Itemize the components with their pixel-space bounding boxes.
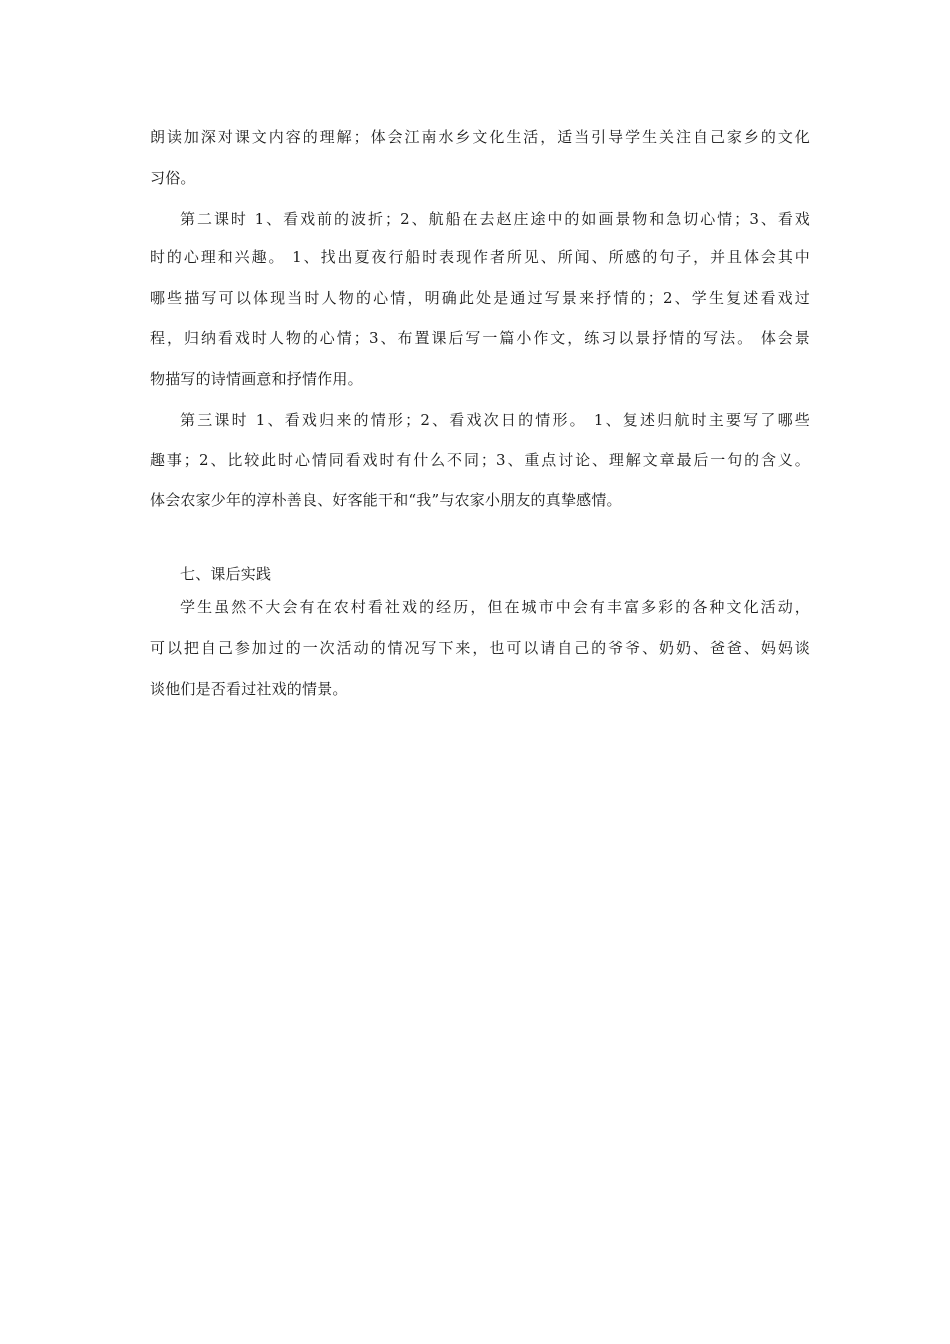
paragraph-1-line-2: 习俗。 <box>150 169 196 187</box>
section-7-line-1: 学生虽然不大会有在农村看社戏的经历，但在城市中会有丰富多彩的各种文化活动， <box>180 598 810 616</box>
section-7-line-2: 可以把自己参加过的一次活动的情况写下来，也可以请自己的爷爷、奶奶、爸爸、妈妈谈 <box>150 639 810 657</box>
section-7-heading: 七、课后实践 <box>180 565 272 583</box>
paragraph-3-line-1: 第三课时 1、看戏归来的情形；2、看戏次日的情形。 1、复述归航时主要写了哪些 <box>180 411 810 429</box>
paragraph-2-line-4: 程，归纳看戏时人物的心情；3、布置课后写一篇小作文，练习以景抒情的写法。 体会景 <box>150 329 810 347</box>
paragraph-3-line-3: 体会农家少年的淳朴善良、好客能干和“我”与农家小朋友的真挚感情。 <box>150 491 622 509</box>
section-7-line-3: 谈他们是否看过社戏的情景。 <box>150 680 348 698</box>
paragraph-1-line-1: 朗读加深对课文内容的理解；体会江南水乡文化生活，适当引导学生关注自己家乡的文化 <box>150 128 810 146</box>
paragraph-2-line-2: 时的心理和兴趣。 1、找出夏夜行船时表现作者所见、所闻、所感的句子，并且体会其中 <box>150 248 810 266</box>
paragraph-2-line-5: 物描写的诗情画意和抒情作用。 <box>150 370 363 388</box>
paragraph-2-line-1: 第二课时 1、看戏前的波折；2、航船在去赵庄途中的如画景物和急切心情；3、看戏 <box>180 210 810 228</box>
paragraph-3-line-2: 趣事；2、比较此时心情同看戏时有什么不同；3、重点讨论、理解文章最后一句的含义。 <box>150 451 810 469</box>
paragraph-2-line-3: 哪些描写可以体现当时人物的心情，明确此处是通过写景来抒情的；2、学生复述看戏过 <box>150 289 810 307</box>
